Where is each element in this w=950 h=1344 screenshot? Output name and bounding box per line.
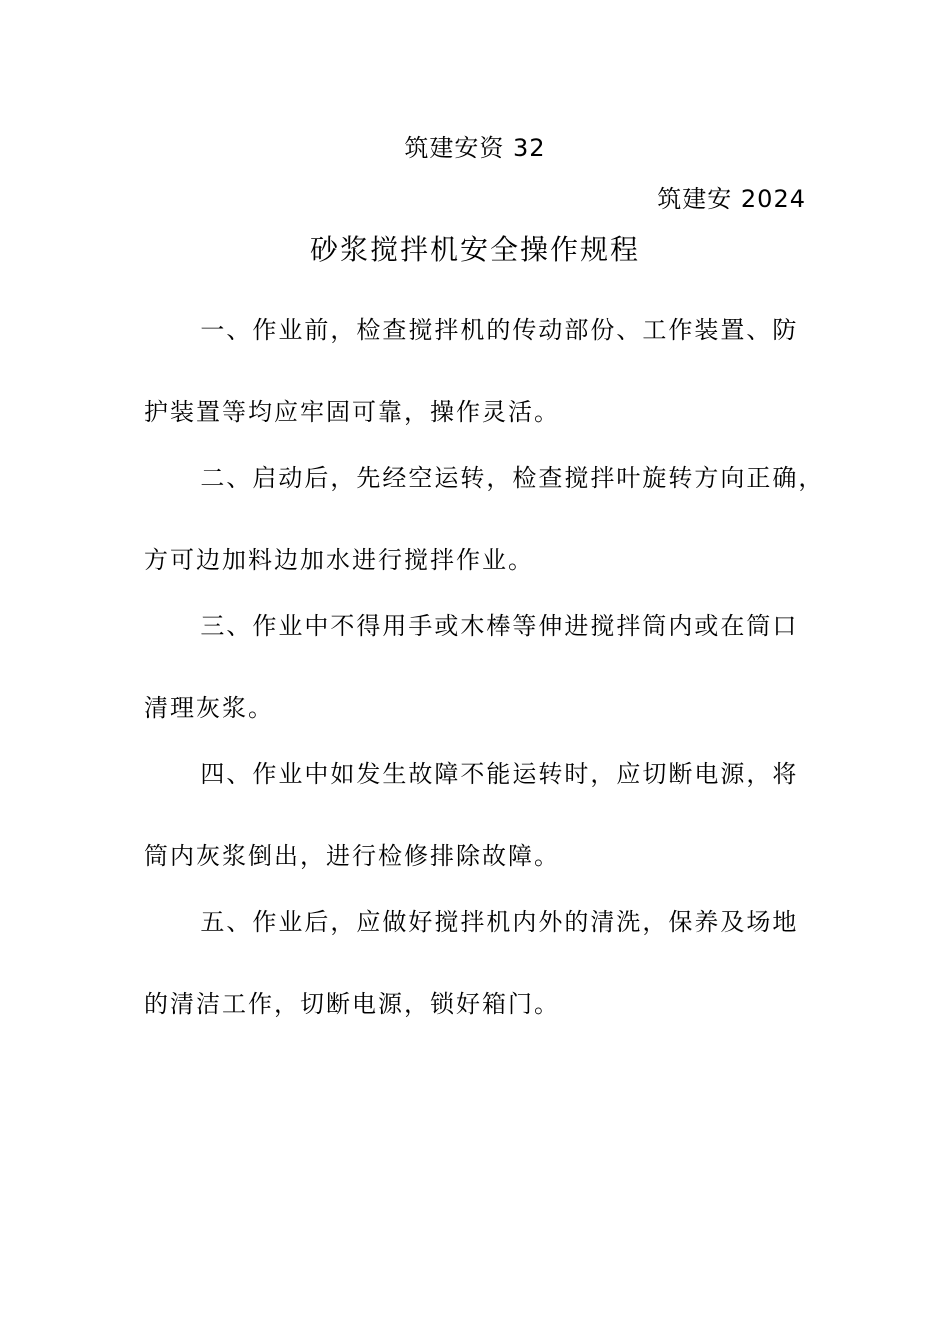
paragraph-5 xyxy=(144,902,808,1024)
paragraph-line: 四、作业中如发生故障不能运转时，应切断电源，将 xyxy=(200,760,799,788)
document-title: 砂浆搅拌机安全操作规程 xyxy=(309,233,640,266)
document-body xyxy=(144,310,825,1024)
paragraph-4 xyxy=(144,754,808,876)
document-org-year: 筑建安 2024 xyxy=(657,185,806,213)
paragraph-line: 一、作业前，检查搅拌机的传动部份、工作装置、防 xyxy=(200,316,799,344)
paragraph-line: 护装置等均应牢固可靠，操作灵活。 xyxy=(144,398,560,426)
paragraph-line: 筒内灰浆倒出，进行检修排除故障。 xyxy=(144,842,560,870)
paragraph-line: 三、作业中不得用手或木棒等伸进搅拌筒内或在筒口 xyxy=(200,612,799,640)
paragraph-line: 方可边加料边加水进行搅拌作业。 xyxy=(144,546,534,574)
paragraph-line: 的清洁工作，切断电源，锁好箱门。 xyxy=(144,990,560,1018)
paragraph-3 xyxy=(144,606,808,728)
paragraph-line: 清理灰浆。 xyxy=(144,694,274,722)
paragraph-line: 二、启动后，先经空运转，检查搅拌叶旋转方向正确， xyxy=(200,464,825,492)
paragraph-1 xyxy=(144,310,808,432)
paragraph-2 xyxy=(144,458,825,580)
document-code: 筑建安资 32 xyxy=(404,134,546,162)
paragraph-line: 五、作业后，应做好搅拌机内外的清洗，保养及场地 xyxy=(200,908,799,936)
